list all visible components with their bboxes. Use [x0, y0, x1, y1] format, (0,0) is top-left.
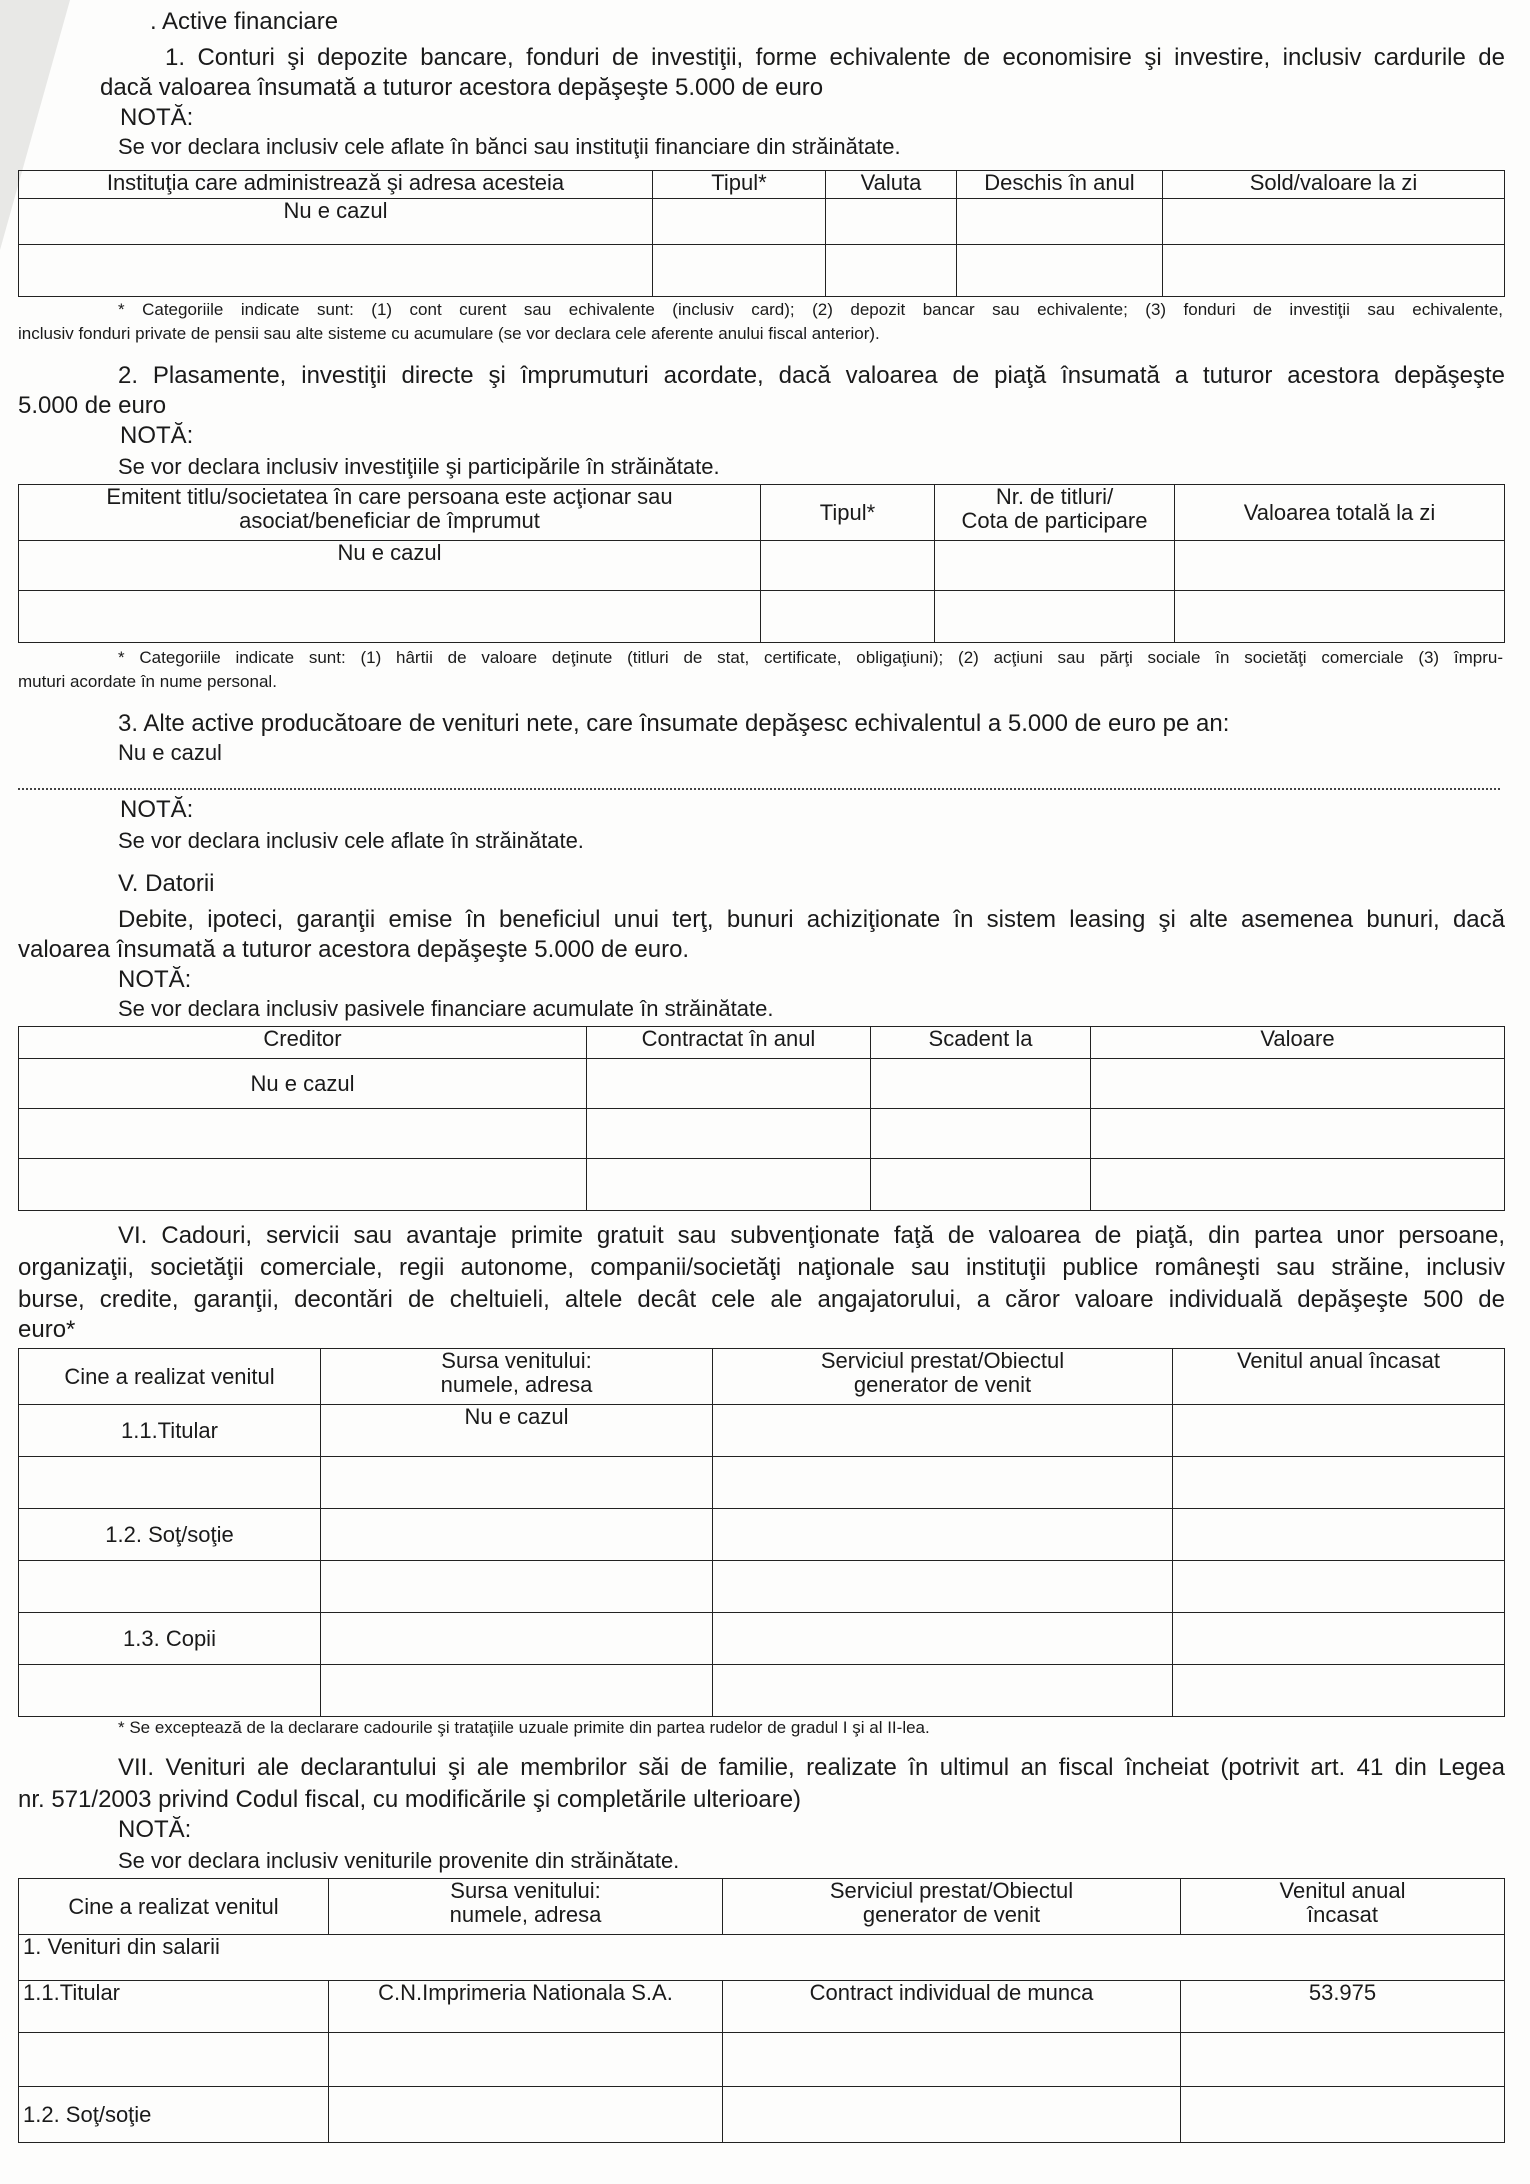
- cell-empty: [871, 1059, 1091, 1109]
- cell-sursa: C.N.Imprimeria Nationala S.A.: [329, 1981, 723, 2033]
- header-sursa-line1: Sursa venitului:: [441, 1348, 592, 1373]
- header-valoare-totala: Valoarea totală la zi: [1175, 485, 1505, 541]
- cell-empty: [321, 1509, 713, 1561]
- paragraph-cadouri-line4: euro*: [18, 1316, 76, 1343]
- cell-creditor: Nu e cazul: [19, 1059, 587, 1109]
- cell-venit: 53.975: [1181, 1981, 1505, 2033]
- header-serviciu-line1: Serviciul prestat/Obiectul: [820, 1348, 1065, 1373]
- cell-empty: [1173, 1457, 1505, 1509]
- cell-empty: [761, 591, 935, 643]
- cell-empty: [1091, 1159, 1505, 1211]
- paragraph-cadouri-line1: VI. Cadouri, servicii sau avantaje primite gratuit sau subvenţionate faţă de valoarea de piaţă, din partea unor persoane,: [118, 1222, 1505, 1249]
- paragraph-cadouri-line2: organizaţii, societăţii comerciale, regii autonome, companii/societăţi naţionale sau instituţii publice româneşti sau străine, inclusiv: [18, 1254, 1505, 1281]
- cell-empty: [1173, 1665, 1505, 1717]
- cell-empty: [19, 1159, 587, 1211]
- alte-active-value: Nu e cazul: [118, 740, 222, 765]
- note-datorii: Se vor declara inclusiv pasivele financiare acumulate în străinătate.: [118, 996, 774, 1021]
- header-sursa: [329, 1879, 723, 1935]
- header-serviciu-line1: Serviciul prestat/Obiectul: [829, 1878, 1074, 1903]
- cell-empty: [957, 245, 1163, 297]
- cell-empty: [713, 1509, 1173, 1561]
- cell-empty: [321, 1457, 713, 1509]
- cell-empty: [653, 199, 826, 245]
- footnote-conturi-line1: * Categoriile indicate sunt: (1) cont curent sau echivalente (inclusiv card); (2) depozit bancar sau echivalente; (3) fonduri de investiţii sau echivalente,: [118, 300, 1503, 319]
- header-emitent: [19, 485, 761, 541]
- header-venit-line1: Venitul anual: [1279, 1878, 1406, 1903]
- note-plasamente: Se vor declara inclusiv investiţiile şi participările în străinătate.: [118, 454, 720, 479]
- footnote-plasamente-line1: * Categoriile indicate sunt: (1) hârtii de valoare deţinute (titluri de stat, certificate, obligaţiuni); (2) acţiuni sau părţi sociale în societăţi comerciale (3) împru-: [118, 648, 1503, 667]
- paragraph-venituri-line1: VII. Venituri ale declarantului şi ale membrilor săi de familie, realizate în ultimul an fiscal încheiat (potrivit art. 41 din Legea: [118, 1754, 1505, 1781]
- header-sursa-line2: numele, adresa: [449, 1902, 602, 1927]
- footnote-cadouri: * Se exceptează de la declarare cadourile şi trataţiile uzuale primite din partea rudelor de gradul I şi al II-lea.: [118, 1718, 930, 1737]
- cell-empty: [826, 245, 957, 297]
- nota-label: NOTĂ:: [118, 1816, 192, 1843]
- cell-emitent: Nu e cazul: [19, 541, 761, 591]
- row-sot-sotie: 1.2. Soţ/soţie: [19, 1509, 321, 1561]
- cell-empty: [321, 1613, 713, 1665]
- header-creditor: Creditor: [19, 1027, 587, 1059]
- cell-empty: [713, 1665, 1173, 1717]
- cell-empty: [19, 1109, 587, 1159]
- header-nr-titluri-line2: Cota de participare: [961, 508, 1148, 533]
- cell-empty: [19, 1561, 321, 1613]
- cell-empty: [653, 245, 826, 297]
- nota-label: NOTĂ:: [120, 796, 194, 823]
- table-conturi: [18, 170, 1505, 297]
- cell-empty: [1175, 591, 1505, 643]
- cell-serviciu: Contract individual de munca: [723, 1981, 1181, 2033]
- header-venit: Venitul anual încasat: [1173, 1349, 1505, 1405]
- header-emitent-line2: asociat/beneficiar de împrumut: [239, 508, 540, 533]
- cell-empty: [1163, 199, 1505, 245]
- cell-empty: [1181, 2087, 1505, 2143]
- cell-empty: [321, 1665, 713, 1717]
- cell-empty: [1175, 541, 1505, 591]
- cell-empty: [19, 245, 653, 297]
- header-nr-titluri-line1: Nr. de titluri/: [995, 484, 1114, 509]
- header-deschis: Deschis în anul: [957, 171, 1163, 199]
- cell-empty: [587, 1159, 871, 1211]
- cell-empty: [713, 1561, 1173, 1613]
- nota-label: NOTĂ:: [120, 104, 194, 131]
- footnote-plasamente-line2: muturi acordate în nume personal.: [18, 672, 277, 691]
- row-titular: 1.1.Titular: [19, 1405, 321, 1457]
- cell-empty: [19, 591, 761, 643]
- cell-institutia: Nu e cazul: [19, 199, 653, 245]
- table-plasamente: [18, 484, 1505, 643]
- cell-empty: [1173, 1613, 1505, 1665]
- row-titular: 1.1.Titular: [19, 1981, 329, 2033]
- nota-label: NOTĂ:: [118, 966, 192, 993]
- cell-empty: [329, 2033, 723, 2087]
- cell-empty: [761, 541, 935, 591]
- header-tipul: Tipul*: [761, 485, 935, 541]
- footnote-conturi-line2: inclusiv fonduri private de pensii sau alte sisteme cu acumulare (se vor declara cele aferente anului fiscal anterior).: [18, 324, 880, 343]
- header-serviciu-line2: generator de venit: [862, 1902, 1041, 1927]
- cell-empty: [826, 199, 957, 245]
- paragraph-conturi-line2: dacă valoarea însumată a tuturor acestora depăşeşte 5.000 de euro: [100, 74, 824, 101]
- header-venit-line2: încasat: [1307, 1902, 1378, 1927]
- cell-empty: [871, 1109, 1091, 1159]
- header-venit: [1181, 1879, 1505, 1935]
- header-serviciu: [713, 1349, 1173, 1405]
- header-sursa: [321, 1349, 713, 1405]
- paragraph-datorii-line1: Debite, ipoteci, garanţii emise în beneficiul unui terţ, bunuri achiziţionate în sistem leasing şi alte asemenea bunuri, dacă: [118, 906, 1505, 933]
- section-title-active-financiare: . Active financiare: [150, 8, 339, 35]
- cell-empty: [19, 1457, 321, 1509]
- header-serviciu: [723, 1879, 1181, 1935]
- paragraph-alte-active: 3. Alte active producătoare de venituri nete, care însumate depăşesc echivalentul a 5.000 de euro pe an:: [118, 710, 1230, 737]
- paragraph-venituri-line2: nr. 571/2003 privind Codul fiscal, cu modificările şi completările ulterioare): [18, 1786, 802, 1813]
- paragraph-plasamente-line1: 2. Plasamente, investiţii directe şi împrumuturi acordate, dacă valoarea de piaţă însumată a tuturor acestora depăşeşte: [118, 362, 1505, 389]
- paragraph-cadouri-line3: burse, credite, garanţii, decontări de cheltuieli, altele decât cele ale angajatorului, a căror valoare individuală depăşeşte 500 de: [18, 1286, 1505, 1313]
- cell-empty: [1181, 2033, 1505, 2087]
- note-alte-active: Se vor declara inclusiv cele aflate în străinătate.: [118, 828, 584, 853]
- paragraph-conturi-line1: 1. Conturi şi depozite bancare, fonduri de investiţii, forme echivalente de economisire şi investire, inclusiv cardurile de: [165, 44, 1505, 71]
- cell-empty: [329, 2087, 723, 2143]
- cell-empty: [19, 1665, 321, 1717]
- cell-empty: [1091, 1059, 1505, 1109]
- header-sursa-line1: Sursa venitului:: [450, 1878, 601, 1903]
- cell-empty: [935, 541, 1175, 591]
- cell-empty: [713, 1457, 1173, 1509]
- header-scadent: Scadent la: [871, 1027, 1091, 1059]
- header-sursa-line2: numele, adresa: [440, 1372, 593, 1397]
- cell-empty: [587, 1109, 871, 1159]
- cell-empty: [713, 1405, 1173, 1457]
- cell-empty: [935, 591, 1175, 643]
- section-venituri-salarii: 1. Venituri din salarii: [19, 1935, 1505, 1981]
- header-valuta: Valuta: [826, 171, 957, 199]
- table-venituri: [18, 1878, 1505, 2143]
- header-emitent-line1: Emitent titlu/societatea în care persoana este acţionar sau: [106, 484, 673, 509]
- cell-empty: [19, 2033, 329, 2087]
- paragraph-plasamente-line2: 5.000 de euro: [18, 392, 167, 419]
- cell-empty: [321, 1561, 713, 1613]
- header-nr-titluri: [935, 485, 1175, 541]
- cell-empty: [1173, 1405, 1505, 1457]
- note-conturi: Se vor declara inclusiv cele aflate în bănci sau instituţii financiare din străinătate.: [118, 134, 901, 159]
- header-valoare: Valoare: [1091, 1027, 1505, 1059]
- section-title-datorii: V. Datorii: [118, 870, 215, 897]
- cell-empty: [1173, 1509, 1505, 1561]
- cell-empty: [1163, 245, 1505, 297]
- row-sot-sotie: 1.2. Soţ/soţie: [19, 2087, 329, 2143]
- cell-empty: [587, 1059, 871, 1109]
- cell-sursa: Nu e cazul: [321, 1405, 713, 1457]
- header-cine: Cine a realizat venitul: [19, 1349, 321, 1405]
- cell-empty: [723, 2033, 1181, 2087]
- header-cine: Cine a realizat venitul: [19, 1879, 329, 1935]
- header-institutia: Instituţia care administrează şi adresa acesteia: [19, 171, 653, 199]
- row-copii: 1.3. Copii: [19, 1613, 321, 1665]
- cell-empty: [1091, 1109, 1505, 1159]
- header-tipul: Tipul*: [653, 171, 826, 199]
- header-sold: Sold/valoare la zi: [1163, 171, 1505, 199]
- cell-empty: [957, 199, 1163, 245]
- cell-empty: [871, 1159, 1091, 1211]
- cell-empty: [1173, 1561, 1505, 1613]
- table-datorii: [18, 1026, 1505, 1211]
- dotted-line: [18, 788, 1500, 790]
- cell-empty: [713, 1613, 1173, 1665]
- table-cadouri: [18, 1348, 1505, 1717]
- header-contractat: Contractat în anul: [587, 1027, 871, 1059]
- cell-empty: [723, 2087, 1181, 2143]
- note-venituri: Se vor declara inclusiv veniturile provenite din străinătate.: [118, 1848, 680, 1873]
- nota-label: NOTĂ:: [120, 422, 194, 449]
- header-serviciu-line2: generator de venit: [853, 1372, 1032, 1397]
- paragraph-datorii-line2: valoarea însumată a tuturor acestora depăşeşte 5.000 de euro.: [18, 936, 690, 963]
